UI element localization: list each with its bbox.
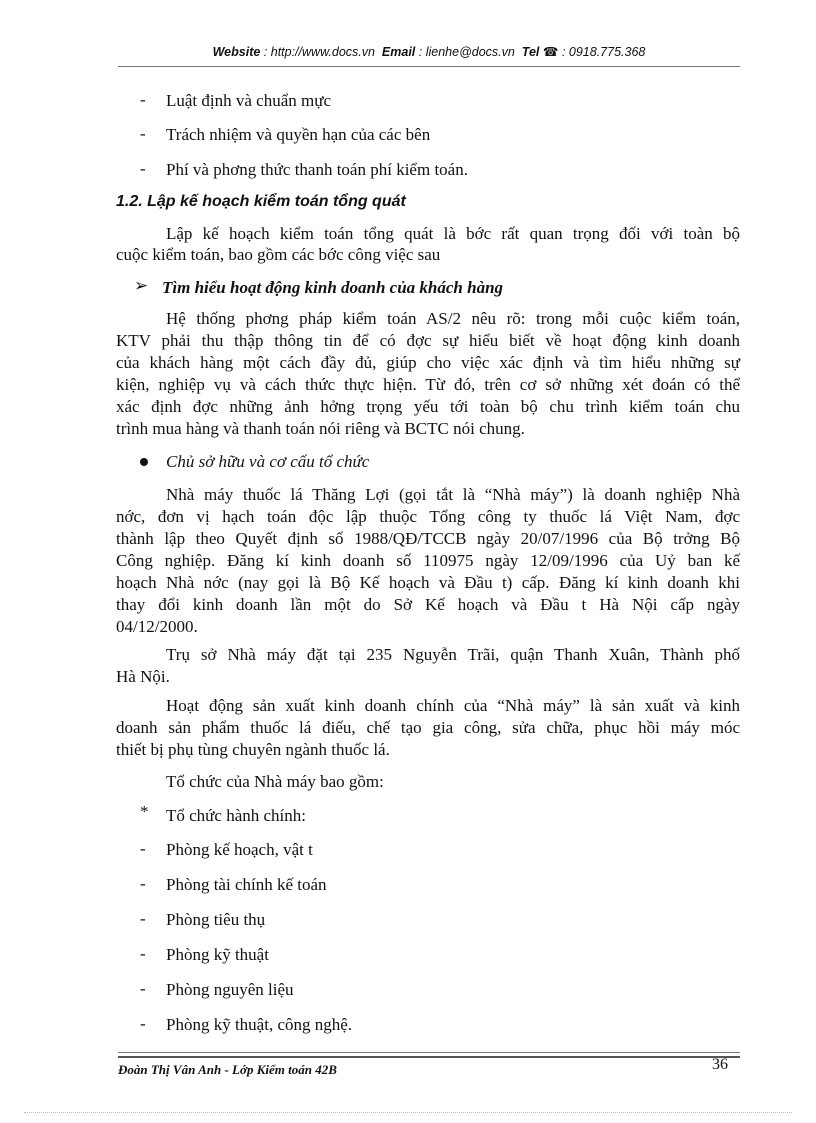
paragraph-line: cuộc kiểm toán, bao gồm các bớc công việc sau [116,245,441,264]
paragraph-line: của khách hàng một cách đầy đủ, giúp cho việc xác định và tìm hiểu những sự [116,353,740,372]
footer-divider [118,1056,740,1058]
paragraph-line: Trụ sở Nhà máy đặt tại 235 Nguyễn Trãi, quận Thanh Xuân, Thành phố [166,645,740,664]
bullet-dot-icon [140,458,148,466]
paragraph-line: Hà Nội. [116,667,170,686]
list-item: Phòng kỹ thuật, công nghệ. [166,1015,353,1034]
dash-marker: - [140,944,146,963]
paragraph-line: thành lập theo Quyết định số 1988/QĐ/TCCB ngày 20/07/1996 của Bộ trởng Bộ [116,529,740,548]
page-header [118,44,740,64]
tel-value: : 0918.775.368 [561,45,646,59]
list-item: Phòng tài chính kế toán [166,875,327,894]
page-edge [24,1112,792,1113]
phone-icon: ☎ [542,45,559,59]
list-item: Phòng tiêu thụ [166,910,266,929]
paragraph-line: 04/12/2000. [116,617,198,636]
website-label: Website [212,45,261,59]
paragraph-line: KTV phải thu thập thông tin để có đợc sự hiểu biết về hoạt động kinh doanh [116,331,740,350]
dash-marker: - [140,90,146,109]
paragraph-line: hoạch Nhà nớc (nay gọi là Bộ Kế hoạch và Đầu t) cấp. Đăng kí kinh doanh khi [116,573,740,592]
paragraph-line: Hoạt động sản xuất kinh doanh chính của “Nhà máy” là sản xuất và kinh [166,696,740,715]
list-item: Tổ chức hành chính: [166,806,306,825]
dash-marker: - [140,874,146,893]
footer-divider [118,1052,740,1053]
paragraph-line: Hệ thống phơng pháp kiểm toán AS/2 nêu rõ: trong mỗi cuộc kiểm toán, [166,309,740,328]
bullet-heading: Chủ sở hữu và cơ cấu tổ chức [166,452,370,471]
list-item: Luật định và chuẩn mực [166,91,331,110]
list-item: Phòng kỹ thuật [166,945,269,964]
paragraph-line: Nhà máy thuốc lá Thăng Lợi (gọi tắt là “Nhà máy”) là doanh nghiệp Nhà [166,485,740,504]
paragraph-line: xác định đợc những ảnh hởng trọng yếu tới toàn bộ chu trình kiểm toán chu [116,397,740,416]
dash-marker: - [140,909,146,928]
paragraph-line: Công nghiệp. Đăng kí kinh doanh số 110975 ngày 12/09/1996 của Uỷ ban kế [116,551,740,570]
list-item: Phòng nguyên liệu [166,980,294,999]
section-title: 1.2. Lập kế hoạch kiểm toán tổng quát [116,193,406,210]
dash-marker: - [140,1014,146,1033]
dash-marker: - [140,839,146,858]
paragraph-line: thay đổi kinh doanh lần một do Sở Kế hoạch và Đầu t Hà Nội cấp ngày [116,595,740,614]
paragraph-line: kiện, nghiệp vụ và cách thức thực hiện. Từ đó, trên cơ sở những xét đoán có thể [116,375,740,394]
star-marker: * [140,802,149,821]
dash-marker: - [140,159,146,178]
website-value[interactable]: : http://www.docs.vn [263,45,375,59]
header-divider [118,66,740,67]
email-value[interactable]: : lienhe@docs.vn [418,45,515,59]
email-label: Email [381,45,416,59]
paragraph-line: doanh sản phẩm thuốc lá điếu, chế tạo gia công, sửa chữa, phục hồi máy móc [116,718,740,737]
dash-marker: - [140,979,146,998]
arrow-bullet-icon: ➢ [134,276,149,295]
list-item: Phí và phơng thức thanh toán phí kiểm toán. [166,160,468,179]
list-item: Trách nhiệm và quyền hạn của các bên [166,125,431,144]
subheading: Tìm hiểu hoạt động kinh doanh của khách hàng [162,278,504,297]
paragraph-line: nớc, đơn vị hạch toán độc lập thuộc Tổng công ty thuốc lá Việt Nam, đợc [116,507,740,526]
tel-label: Tel [521,45,540,59]
paragraph-line: thiết bị phụ tùng chuyên ngành thuốc lá. [116,740,390,759]
page-number: 36 [712,1056,728,1073]
dash-marker: - [140,124,146,143]
org-intro: Tổ chức của Nhà máy bao gồm: [166,772,384,791]
paragraph-line: trình mua hàng và thanh toán nói riêng và BCTC nói chung. [116,419,525,438]
paragraph-line: Lập kế hoạch kiểm toán tổng quát là bớc rất quan trọng đối với toàn bộ [166,224,740,243]
footer-author: Đoàn Thị Vân Anh - Lớp Kiểm toán 42B [118,1062,337,1077]
list-item: Phòng kế hoạch, vật t [166,840,313,859]
